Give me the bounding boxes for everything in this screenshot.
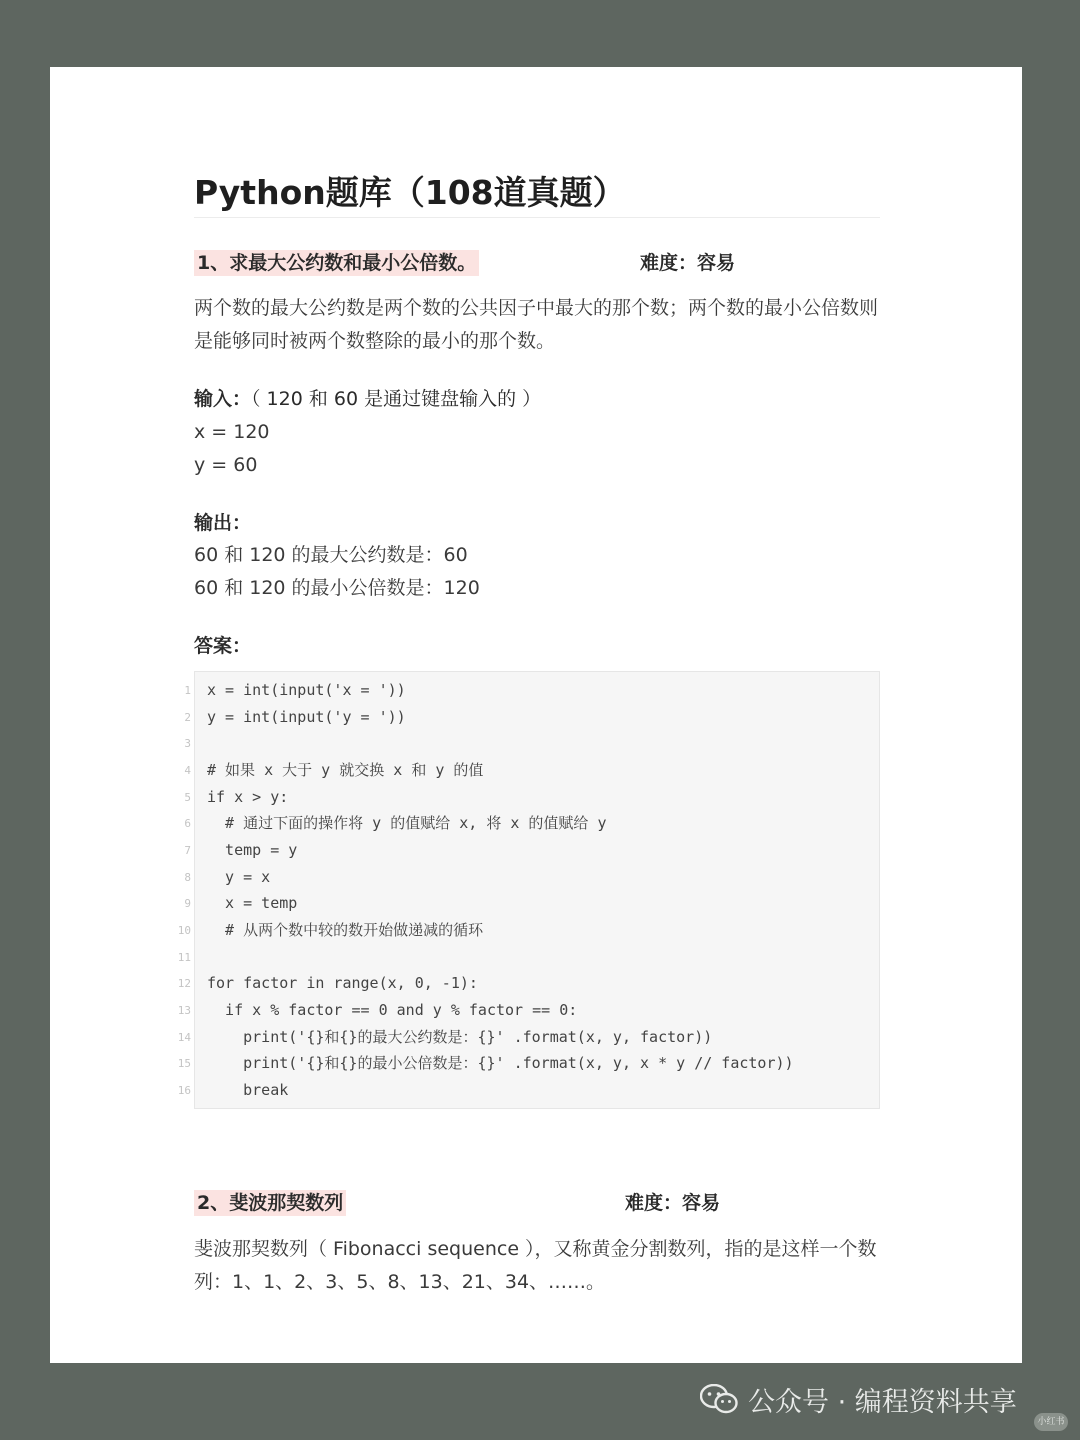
code-text: temp = y bbox=[207, 841, 298, 859]
line-number: 8 bbox=[184, 871, 191, 884]
code-text: print('{}和{}的最大公约数是：{}' .format(x, y, factor)) bbox=[207, 1028, 713, 1046]
line-number: 16 bbox=[177, 1084, 191, 1097]
watermark-text: 公众号 · 编程资料共享 bbox=[748, 1386, 1017, 1418]
code-block bbox=[177, 671, 880, 1109]
code-line bbox=[177, 1050, 879, 1077]
line-number: 1 bbox=[184, 684, 191, 697]
line-number: 9 bbox=[184, 897, 191, 910]
code-text: if x > y: bbox=[207, 788, 289, 806]
output-section-label bbox=[194, 507, 251, 540]
line-number: 15 bbox=[177, 1057, 191, 1070]
line-number: 12 bbox=[177, 977, 191, 990]
question-2-header bbox=[194, 1190, 880, 1218]
code-text: x = temp bbox=[207, 894, 298, 912]
question-2-title: 2、斐波那契数列 bbox=[194, 1190, 346, 1216]
question-1-header bbox=[194, 250, 880, 278]
code-line bbox=[184, 784, 879, 811]
line-number: 3 bbox=[184, 737, 191, 750]
line-number: 11 bbox=[177, 951, 191, 964]
line-number: 5 bbox=[184, 791, 191, 804]
code-text: y = int(input('y = ')) bbox=[207, 708, 406, 726]
input-line: x = 120 bbox=[194, 421, 270, 443]
question-2-difficulty: 难度：容易 bbox=[625, 1192, 721, 1214]
code-line bbox=[177, 1024, 879, 1051]
code-text: if x % factor == 0 and y % factor == 0: bbox=[207, 1001, 578, 1019]
output-label: 输出： bbox=[194, 512, 252, 534]
code-line bbox=[184, 890, 879, 917]
output-line: 60 和 120 的最小公倍数是：120 bbox=[194, 577, 480, 599]
line-number: 10 bbox=[177, 924, 191, 937]
code-text: # 从两个数中较的数开始做递减的循环 bbox=[207, 921, 484, 939]
code-text: # 通过下面的操作将 y 的值赋给 x, 将 x 的值赋给 y bbox=[207, 814, 607, 832]
code-text: # 如果 x 大于 y 就交换 x 和 y 的值 bbox=[207, 761, 484, 779]
code-text: for factor in range(x, 0, -1): bbox=[207, 974, 478, 992]
wechat-icon bbox=[700, 1384, 738, 1414]
line-number: 2 bbox=[184, 711, 191, 724]
code-line bbox=[184, 837, 879, 864]
input-label: 输入： bbox=[194, 388, 252, 410]
answer-section-label bbox=[194, 630, 251, 663]
code-line bbox=[177, 1077, 879, 1104]
question-1-title: 1、求最大公约数和最小公倍数。 bbox=[194, 250, 479, 276]
code-text: break bbox=[207, 1081, 289, 1099]
code-text: x = int(input('x = ')) bbox=[207, 681, 406, 699]
title-divider bbox=[194, 217, 880, 218]
page-title: Python题库（108道真题） bbox=[194, 173, 626, 212]
code-line bbox=[177, 997, 879, 1024]
code-line bbox=[177, 917, 879, 944]
line-number: 4 bbox=[184, 764, 191, 777]
code-line bbox=[184, 730, 879, 757]
code-line bbox=[177, 944, 879, 971]
code-line bbox=[184, 757, 879, 784]
document-page bbox=[50, 67, 1022, 1363]
input-note: （ 120 和 60 是通过键盘输入的 ） bbox=[251, 388, 542, 410]
code-text: print('{}和{}的最小公倍数是：{}' .format(x, y, x * y // factor)) bbox=[207, 1054, 794, 1072]
code-line bbox=[184, 704, 879, 731]
question-1-difficulty: 难度：容易 bbox=[640, 252, 736, 274]
input-line: y = 60 bbox=[194, 454, 258, 476]
answer-label: 答案： bbox=[194, 635, 252, 657]
platform-badge: 小红书 bbox=[1034, 1413, 1068, 1431]
watermark bbox=[700, 1377, 1017, 1421]
output-line: 60 和 120 的最大公约数是：60 bbox=[194, 544, 468, 566]
line-number: 14 bbox=[177, 1031, 191, 1044]
question-1-description: 两个数的最大公约数是两个数的公共因子中最大的那个数；两个数的最小公倍数则是能够同时被两个数整除的最小的那个数。 bbox=[194, 297, 879, 352]
line-number: 13 bbox=[177, 1004, 191, 1017]
code-line bbox=[184, 864, 879, 891]
code-text: y = x bbox=[207, 868, 271, 886]
code-line bbox=[177, 970, 879, 997]
code-line bbox=[184, 810, 879, 837]
line-number: 7 bbox=[184, 844, 191, 857]
question-2-description: 斐波那契数列（ Fibonacci sequence ），又称黄金分割数列，指的是这样一个数列：1、1、2、3、5、8、13、21、34、……。 bbox=[194, 1238, 877, 1293]
input-section-label bbox=[194, 383, 541, 416]
code-line bbox=[184, 677, 879, 704]
line-number: 6 bbox=[184, 817, 191, 830]
